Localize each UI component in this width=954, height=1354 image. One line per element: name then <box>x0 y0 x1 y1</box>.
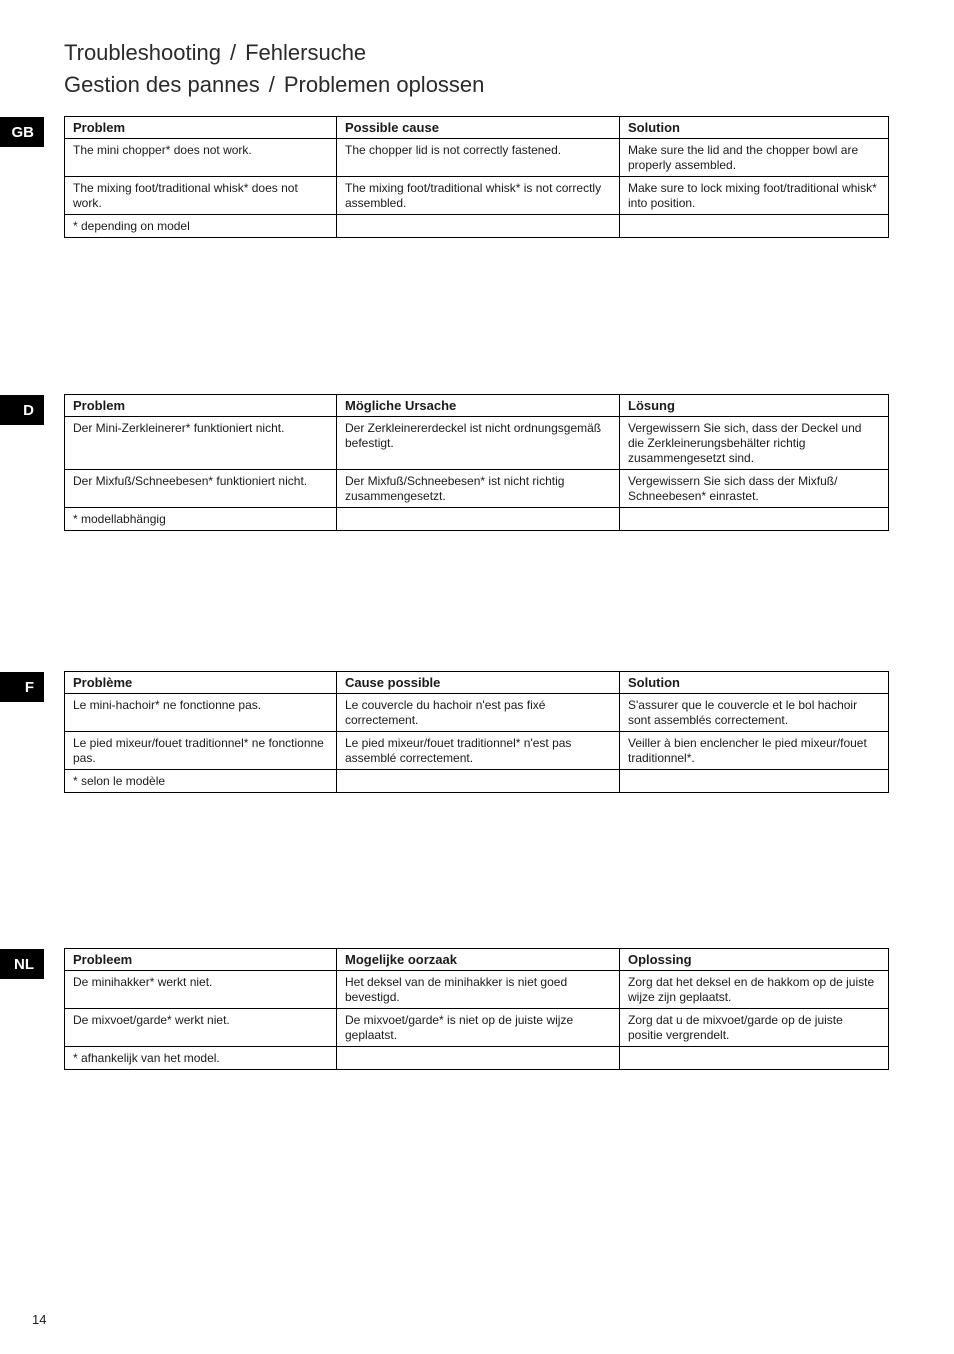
troubleshooting-table-nl <box>64 948 889 1070</box>
table-cell: De minihakker* werkt niet. <box>65 971 337 1009</box>
language-tab-nl: NL <box>0 949 44 979</box>
language-tab-d: D <box>0 395 44 425</box>
table-row <box>65 971 889 1009</box>
table-cell <box>620 508 889 531</box>
title-separator: / <box>268 72 275 97</box>
table-row <box>65 470 889 508</box>
page-title-line-2 <box>64 72 484 98</box>
table-cell <box>337 1047 620 1070</box>
table-row <box>65 177 889 215</box>
header-solution: Lösung <box>620 395 889 417</box>
table-cell: Make sure the lid and the chopper bowl are properly assembled. <box>620 139 889 177</box>
table-row <box>65 215 889 238</box>
title-fehlersuche: Fehlersuche <box>245 40 367 65</box>
table-row <box>65 1047 889 1070</box>
header-cause: Mogelijke oorzaak <box>337 949 620 971</box>
table-cell: Vergewissern Sie sich, dass der Deckel und die Zerkleinerungsbehälter richtig zusammengesetzt sind. <box>620 417 889 470</box>
page-number: 14 <box>32 1312 47 1327</box>
header-cause: Possible cause <box>337 117 620 139</box>
table-header-row <box>65 949 889 971</box>
table-cell <box>620 770 889 793</box>
table-cell <box>337 508 620 531</box>
troubleshooting-table-d <box>64 394 889 531</box>
language-tab-gb: GB <box>0 117 44 147</box>
table-row <box>65 694 889 732</box>
table-cell: Veiller à bien enclencher le pied mixeur/fouet traditionnel*. <box>620 732 889 770</box>
footnote-cell: * selon le modèle <box>65 770 337 793</box>
table-cell: Vergewissern Sie sich dass der Mixfuß/ Schneebesen* einrastet. <box>620 470 889 508</box>
table-row <box>65 732 889 770</box>
header-problem: Probleem <box>65 949 337 971</box>
footnote-cell: * afhankelijk van het model. <box>65 1047 337 1070</box>
table-cell: Der Zerkleinererdeckel ist nicht ordnungsgemäß befestigt. <box>337 417 620 470</box>
table-cell: Le pied mixeur/fouet traditionnel* ne fonctionne pas. <box>65 732 337 770</box>
table-cell: Het deksel van de minihakker is niet goed bevestigd. <box>337 971 620 1009</box>
header-solution: Solution <box>620 672 889 694</box>
table-cell <box>337 770 620 793</box>
header-solution: Oplossing <box>620 949 889 971</box>
table-cell <box>620 1047 889 1070</box>
table-row <box>65 770 889 793</box>
table-cell: Der Mixfuß/Schneebesen* funktioniert nicht. <box>65 470 337 508</box>
table-cell: Le couvercle du hachoir n'est pas fixé correctement. <box>337 694 620 732</box>
title-troubleshooting: Troubleshooting <box>64 40 221 65</box>
table-row <box>65 508 889 531</box>
table-header-row <box>65 395 889 417</box>
table-cell: Zorg dat het deksel en de hakkom op de juiste wijze zijn geplaatst. <box>620 971 889 1009</box>
table-cell: The mixing foot/traditional whisk* does not work. <box>65 177 337 215</box>
header-cause: Cause possible <box>337 672 620 694</box>
header-problem: Problème <box>65 672 337 694</box>
language-tab-f: F <box>0 672 44 702</box>
title-problemen-oplossen: Problemen oplossen <box>283 72 485 97</box>
table-cell: The mini chopper* does not work. <box>65 139 337 177</box>
footnote-cell: * modellabhängig <box>65 508 337 531</box>
title-separator: / <box>229 40 237 65</box>
title-gestion-des-pannes: Gestion des pannes <box>64 72 260 97</box>
table-cell: Le pied mixeur/fouet traditionnel* n'est pas assemblé correctement. <box>337 732 620 770</box>
table-row <box>65 1009 889 1047</box>
header-problem: Problem <box>65 395 337 417</box>
header-cause: Mögliche Ursache <box>337 395 620 417</box>
table-cell: Make sure to lock mixing foot/traditional whisk* into position. <box>620 177 889 215</box>
table-cell: The chopper lid is not correctly fastened. <box>337 139 620 177</box>
table-row <box>65 417 889 470</box>
table-cell: S'assurer que le couvercle et le bol hachoir sont assemblés correctement. <box>620 694 889 732</box>
table-cell: Der Mixfuß/Schneebesen* ist nicht richtig zusammengesetzt. <box>337 470 620 508</box>
table-row <box>65 139 889 177</box>
table-cell <box>337 215 620 238</box>
table-cell: Der Mini-Zerkleinerer* funktioniert nicht. <box>65 417 337 470</box>
table-header-row <box>65 117 889 139</box>
footnote-cell: * depending on model <box>65 215 337 238</box>
table-cell: The mixing foot/traditional whisk* is not correctly assembled. <box>337 177 620 215</box>
troubleshooting-table-f <box>64 671 889 793</box>
table-cell: De mixvoet/garde* is niet op de juiste wijze geplaatst. <box>337 1009 620 1047</box>
header-solution: Solution <box>620 117 889 139</box>
table-cell: Le mini-hachoir* ne fonctionne pas. <box>65 694 337 732</box>
troubleshooting-table-gb <box>64 116 889 238</box>
page-title-line-1 <box>64 40 366 66</box>
table-header-row <box>65 672 889 694</box>
header-problem: Problem <box>65 117 337 139</box>
table-cell: Zorg dat u de mixvoet/garde op de juiste positie vergrendelt. <box>620 1009 889 1047</box>
table-cell <box>620 215 889 238</box>
table-cell: De mixvoet/garde* werkt niet. <box>65 1009 337 1047</box>
